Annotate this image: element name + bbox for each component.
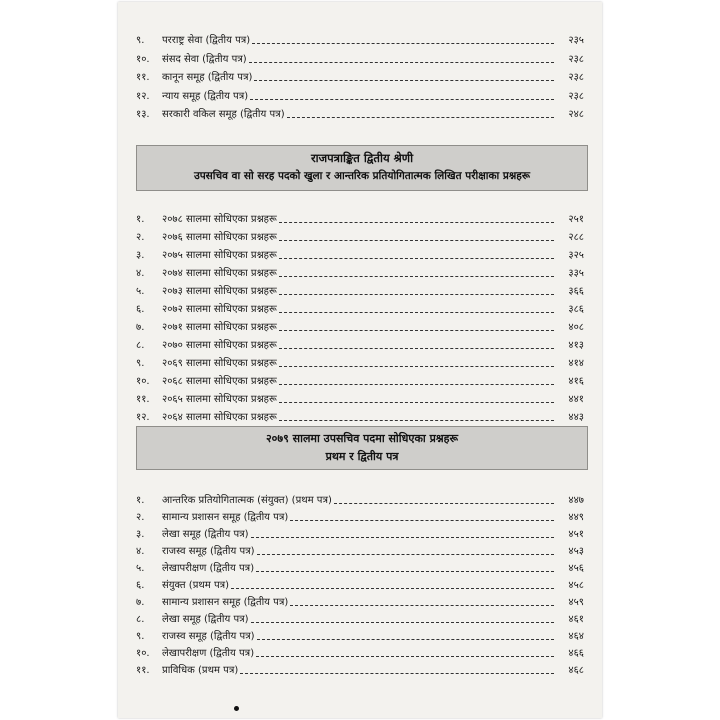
entry-page-number: ४१३	[568, 340, 584, 351]
dotted-leader	[240, 673, 554, 674]
entry-number: ९.	[136, 35, 145, 46]
toc-entry	[118, 509, 602, 526]
entry-number: ८.	[136, 340, 145, 351]
entry-page-number: २४८	[568, 109, 584, 120]
entry-number: ५.	[136, 286, 145, 297]
entry-title: लेखा समूह (द्वितीय पत्र)	[162, 614, 249, 625]
dotted-leader	[279, 240, 554, 241]
entry-number: ८.	[136, 614, 145, 625]
entry-page-number: ४४७	[568, 495, 584, 506]
toc-entry	[118, 32, 602, 49]
dotted-leader	[251, 537, 554, 538]
entry-number: १.	[136, 495, 145, 506]
entry-page-number: ४५१	[568, 529, 584, 540]
entry-number: १०.	[136, 376, 150, 387]
entry-title: कानून समूह (द्वितीय पत्र)	[162, 72, 253, 83]
entry-number: ७.	[136, 597, 145, 608]
toc-entry	[118, 69, 602, 86]
toc-entry	[118, 229, 602, 246]
entry-title: २०६४ सालमा सोधिएका प्रश्नहरू	[162, 412, 277, 423]
entry-number: ५.	[136, 563, 145, 574]
dotted-leader	[231, 588, 554, 589]
toc-entry	[118, 355, 602, 372]
dotted-leader	[279, 258, 554, 259]
toc-entry	[118, 662, 602, 679]
entry-number: ६.	[136, 580, 145, 591]
entry-title: २०७६ सालमा सोधिएका प्रश्नहरू	[162, 232, 277, 243]
banner-title: राजपत्राङ्कित द्वितीय श्रेणी	[310, 151, 414, 165]
toc-entry	[118, 577, 602, 594]
entry-title: लेखा समूह (द्वितीय पत्र)	[162, 529, 249, 540]
section-banner-gazetted-second-class	[136, 145, 588, 191]
toc-entry	[118, 106, 602, 123]
toc-entry	[118, 319, 602, 336]
dotted-leader	[287, 117, 554, 118]
entry-number: ११.	[136, 394, 150, 405]
entry-number: १२.	[136, 412, 150, 423]
entry-page-number: ४१४	[568, 358, 584, 369]
toc-entry	[118, 628, 602, 645]
banner-subtitle: प्रथम र द्वितीय पत्र	[325, 450, 399, 463]
entry-title: २०७३ सालमा सोधिएका प्रश्नहरू	[162, 286, 277, 297]
entry-page-number: २५१	[568, 214, 584, 225]
entry-number: ९.	[136, 358, 145, 369]
toc-entry	[118, 88, 602, 105]
dotted-leader	[279, 402, 554, 403]
toc-entry	[118, 543, 602, 560]
entry-number: ११.	[136, 665, 150, 676]
entry-number: ११.	[136, 72, 150, 83]
toc-entry	[118, 373, 602, 390]
entry-page-number: ३६६	[568, 286, 584, 297]
dotted-leader	[257, 639, 554, 640]
entry-title: राजस्व समूह (द्वितीय पत्र)	[162, 631, 255, 642]
toc-entry	[118, 492, 602, 509]
toc-entry	[118, 560, 602, 577]
dotted-leader	[256, 656, 554, 657]
banner-title: २०७९ सालमा उपसचिव पदमा सोधिएका प्रश्नहरू	[265, 432, 459, 445]
entry-number: ९.	[136, 631, 145, 642]
entry-page-number: ४४९	[568, 512, 584, 523]
entry-title: २०६५ सालमा सोधिएका प्रश्नहरू	[162, 394, 277, 405]
entry-number: १०.	[136, 648, 150, 659]
dotted-leader	[279, 366, 554, 367]
entry-title: २०७० सालमा सोधिएका प्रश्नहरू	[162, 340, 277, 351]
entry-title: सरकारी वकिल समूह (द्वितीय पत्र)	[162, 109, 285, 120]
entry-page-number: २३८	[568, 90, 584, 102]
entry-page-number: २३८	[568, 53, 584, 65]
dotted-leader	[254, 80, 554, 81]
entry-title: प्राविधिक (प्रथम पत्र)	[162, 665, 239, 676]
entry-number: २.	[136, 232, 145, 243]
entry-page-number: ४६१	[568, 614, 584, 625]
entry-number: ७.	[136, 322, 145, 333]
entry-page-number: ३८६	[568, 304, 584, 315]
entry-number: ३.	[136, 529, 145, 540]
dotted-leader	[279, 420, 554, 421]
dotted-leader	[249, 62, 554, 63]
entry-title: राजस्व समूह (द्वितीय पत्र)	[162, 546, 255, 557]
entry-page-number: ४४१	[568, 394, 584, 405]
entry-page-number: ३३५	[568, 268, 584, 279]
dotted-leader	[251, 622, 554, 623]
dotted-leader	[290, 520, 554, 521]
entry-number: ६.	[136, 304, 145, 315]
toc-entry	[118, 337, 602, 354]
entry-title: संयुक्त (प्रथम पत्र)	[162, 580, 230, 591]
dotted-leader	[279, 348, 554, 349]
entry-page-number: ४१६	[568, 376, 584, 387]
toc-entry	[118, 283, 602, 300]
entry-page-number: ४६८	[568, 665, 584, 676]
entry-page-number: ४५९	[568, 597, 584, 608]
dotted-leader	[256, 571, 554, 572]
entry-title: न्याय समूह (द्वितीय पत्र)	[162, 90, 249, 102]
entry-page-number: ४४३	[568, 412, 584, 423]
entry-title: २०७५ सालमा सोधिएका प्रश्नहरू	[162, 250, 277, 261]
toc-entry	[118, 526, 602, 543]
entry-page-number: ४६४	[568, 631, 584, 642]
dotted-leader	[279, 294, 554, 295]
entry-page-number: २३५	[568, 35, 584, 46]
toc-entry	[118, 51, 602, 68]
entry-title: २०७१ सालमा सोधिएका प्रश्नहरू	[162, 322, 277, 333]
entry-number: ३.	[136, 250, 145, 261]
entry-title: सामान्य प्रशासन समूह (द्वितीय पत्र)	[162, 597, 289, 608]
toc-entry	[118, 211, 602, 228]
toc-entry	[118, 594, 602, 611]
entry-title: २०६९ सालमा सोधिएका प्रश्नहरू	[162, 358, 277, 369]
dotted-leader	[279, 276, 554, 277]
toc-entry	[118, 645, 602, 662]
dotted-leader	[290, 605, 554, 606]
entry-number: १०.	[136, 53, 150, 65]
entry-title: २०७४ सालमा सोधिएका प्रश्नहरू	[162, 268, 277, 279]
banner-subtitle: उपसचिव वा सो सरह पदको खुला र आन्तरिक प्रतियोगितात्मक लिखित परीक्षाका प्रश्नहरू	[193, 170, 531, 182]
entry-title: लेखापरीक्षण (द्वितीय पत्र)	[162, 648, 255, 659]
dotted-leader	[252, 43, 554, 44]
entry-page-number: ४६६	[568, 648, 584, 659]
toc-entry	[118, 611, 602, 628]
entry-title: सामान्य प्रशासन समूह (द्वितीय पत्र)	[162, 512, 289, 523]
toc-entry	[118, 265, 602, 282]
entry-title: लेखापरीक्षण (द्वितीय पत्र)	[162, 563, 255, 574]
entry-page-number: ४५८	[568, 580, 584, 591]
book-page	[118, 2, 602, 718]
entry-number: १.	[136, 214, 145, 225]
dotted-leader	[334, 503, 554, 504]
section-banner-2079-questions	[136, 426, 588, 470]
entry-page-number: ४५६	[568, 563, 584, 574]
page-marker-dot	[234, 706, 239, 711]
entry-number: ४.	[136, 546, 145, 557]
entry-page-number: ४०८	[568, 322, 584, 333]
dotted-leader	[279, 312, 554, 313]
toc-entry	[118, 247, 602, 264]
entry-title: २०६८ सालमा सोधिएका प्रश्नहरू	[162, 376, 277, 387]
toc-entry	[118, 409, 602, 426]
entry-page-number: २३८	[568, 72, 584, 83]
dotted-leader	[279, 330, 554, 331]
dotted-leader	[279, 384, 554, 385]
entry-page-number: ४५३	[568, 546, 584, 557]
entry-page-number: ३२५	[568, 250, 584, 261]
dotted-leader	[250, 99, 554, 100]
entry-title: परराष्ट्र सेवा (द्वितीय पत्र)	[162, 35, 251, 46]
toc-entry	[118, 391, 602, 408]
entry-number: १३.	[136, 109, 150, 120]
entry-title: आन्तरिक प्रतियोगितात्मक (संयुक्त) (प्रथम पत्र)	[162, 495, 332, 506]
dotted-leader	[257, 554, 554, 555]
toc-entry	[118, 301, 602, 318]
entry-number: २.	[136, 512, 145, 523]
entry-page-number: २८८	[568, 232, 584, 243]
entry-title: संसद सेवा (द्वितीय पत्र)	[162, 53, 247, 65]
entry-title: २०७२ सालमा सोधिएका प्रश्नहरू	[162, 304, 277, 315]
dotted-leader	[279, 222, 554, 223]
entry-number: १२.	[136, 90, 150, 102]
entry-title: २०७८ सालमा सोधिएका प्रश्नहरू	[162, 214, 277, 225]
entry-number: ४.	[136, 268, 145, 279]
